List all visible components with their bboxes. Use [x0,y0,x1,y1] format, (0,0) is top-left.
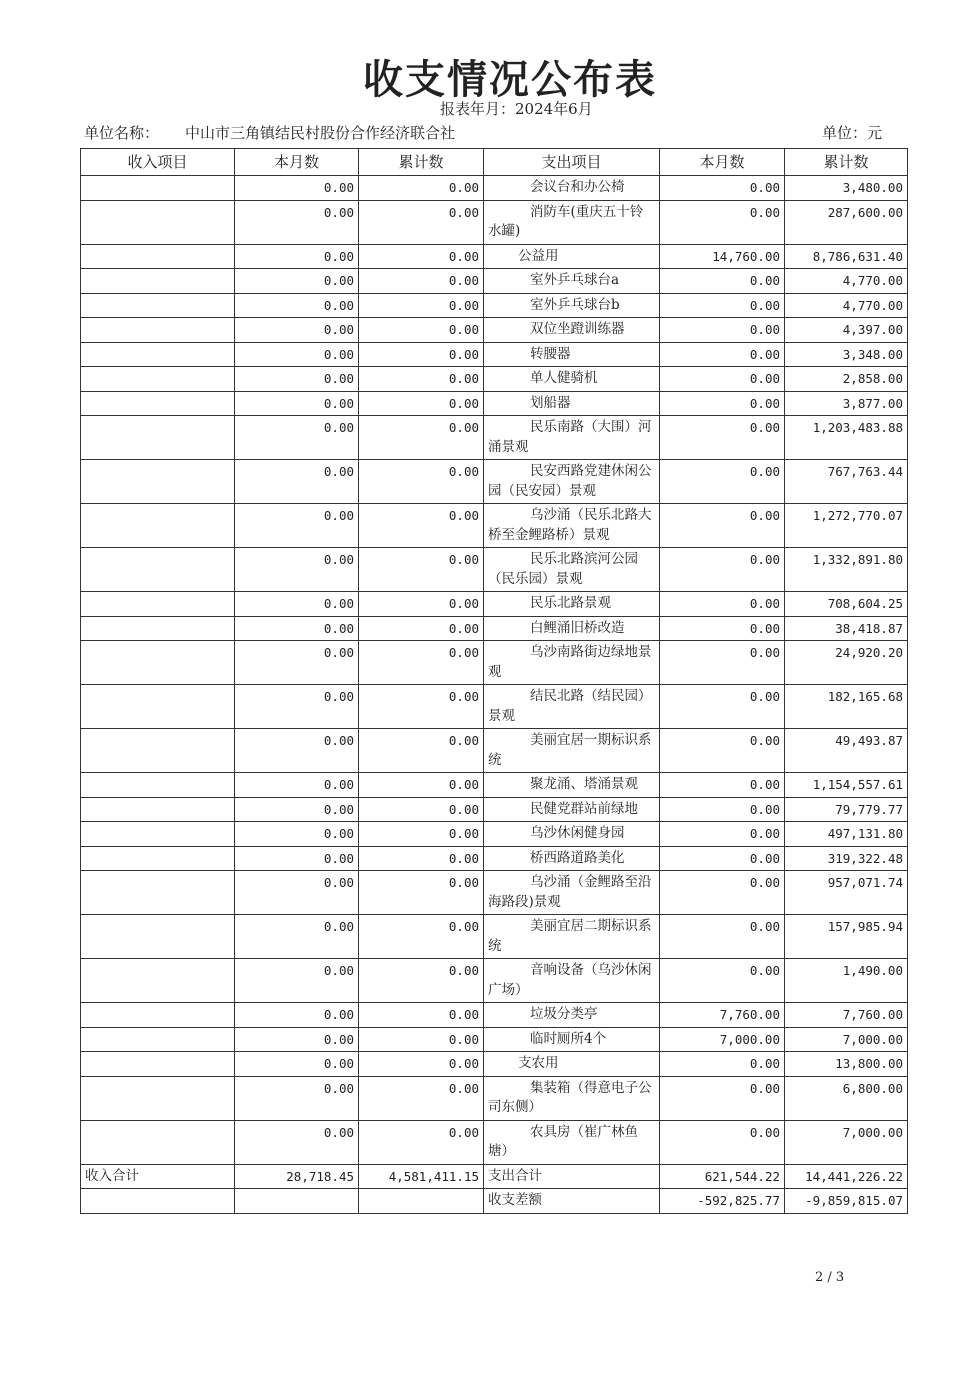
expense-total-cell: 319,322.48 [785,846,908,871]
income-item-cell [81,616,235,641]
income-total-cell: 0.00 [359,1003,484,1028]
income-total-cell: 0.00 [359,416,484,460]
expense-month-cell: 14,760.00 [660,244,785,269]
income-item-cell [81,176,235,201]
header-expense-total: 累计数 [785,149,908,176]
income-total-cell: 0.00 [359,269,484,294]
expense-item-cell: 桥西路道路美化 [484,846,660,871]
income-month-cell: 0.00 [235,1052,359,1077]
expense-item-cell: 民安西路党建休闲公园（民安园）景观 [484,460,660,504]
table-row [81,641,908,685]
income-total-cell: 0.00 [359,592,484,617]
expense-item-cell: 民健党群站前绿地 [484,797,660,822]
expense-month-cell: 0.00 [660,269,785,294]
income-item-cell [81,460,235,504]
income-month-cell: 0.00 [235,1027,359,1052]
table-row [81,822,908,847]
income-item-cell [81,1120,235,1164]
income-item-cell [81,797,235,822]
expense-month-cell: 0.00 [660,959,785,1003]
income-month-cell: 0.00 [235,269,359,294]
expense-item-cell: 单人健骑机 [484,367,660,392]
income-item-cell [81,846,235,871]
income-item-cell [81,548,235,592]
expense-total-cell: 182,165.68 [785,685,908,729]
income-month-cell: 0.00 [235,244,359,269]
income-total-cell: 0.00 [359,200,484,244]
income-item-cell [81,1003,235,1028]
expense-month-cell: 0.00 [660,318,785,343]
expense-month-cell: -592,825.77 [660,1189,785,1214]
income-total-cell: 0.00 [359,342,484,367]
income-item-cell [81,592,235,617]
income-total-cell: 0.00 [359,959,484,1003]
income-item-cell: 收入合计 [81,1164,235,1189]
expense-total-cell: 79,779.77 [785,797,908,822]
expense-item-cell: 民乐北路景观 [484,592,660,617]
expense-total-cell: -9,859,815.07 [785,1189,908,1214]
income-total-cell: 0.00 [359,367,484,392]
table-row [81,1076,908,1120]
table-row [81,592,908,617]
expense-month-cell: 0.00 [660,915,785,959]
expense-total-cell: 497,131.80 [785,822,908,847]
table-row [81,504,908,548]
expense-item-cell: 乌沙南路街边绿地景观 [484,641,660,685]
table-row [81,1003,908,1028]
expense-total-cell: 3,348.00 [785,342,908,367]
income-item-cell [81,871,235,915]
income-total-cell: 0.00 [359,1027,484,1052]
income-month-cell: 0.00 [235,773,359,798]
income-month-cell: 0.00 [235,915,359,959]
table-row [81,342,908,367]
expense-month-cell: 0.00 [660,592,785,617]
expense-month-cell: 0.00 [660,1120,785,1164]
income-month-cell: 0.00 [235,460,359,504]
income-item-cell [81,1076,235,1120]
expense-total-cell: 7,000.00 [785,1027,908,1052]
income-total-cell: 0.00 [359,685,484,729]
table-row [81,871,908,915]
table-row [81,1164,908,1189]
expense-total-cell: 767,763.44 [785,460,908,504]
income-item-cell [81,200,235,244]
income-item-cell [81,391,235,416]
currency-unit: 单位：元 [822,124,883,142]
expense-month-cell: 0.00 [660,1076,785,1120]
income-month-cell: 0.00 [235,200,359,244]
expense-total-cell: 8,786,631.40 [785,244,908,269]
header-income-total: 累计数 [359,149,484,176]
page-title: 收支情况公布表 [363,57,657,103]
table-header-row [81,149,908,176]
income-item-cell [81,1052,235,1077]
expense-item-cell: 垃圾分类亭 [484,1003,660,1028]
income-total-cell: 0.00 [359,846,484,871]
expense-item-cell: 音响设备（乌沙休闲广场） [484,959,660,1003]
income-total-cell: 0.00 [359,641,484,685]
expense-item-cell: 乌沙涌（民乐北路大桥至金鲤路桥）景观 [484,504,660,548]
expense-item-cell: 乌沙涌（金鲤路至沿海路段)景观 [484,871,660,915]
expense-item-cell: 结民北路（结民园）景观 [484,685,660,729]
expense-total-cell: 4,770.00 [785,293,908,318]
table-row [81,616,908,641]
expense-total-cell: 708,604.25 [785,592,908,617]
expense-total-cell: 3,480.00 [785,176,908,201]
expense-total-cell: 1,154,557.61 [785,773,908,798]
header-income-item: 收入项目 [81,149,235,176]
income-total-cell: 0.00 [359,1076,484,1120]
income-item-cell [81,1027,235,1052]
expense-total-cell: 7,760.00 [785,1003,908,1028]
expense-month-cell: 0.00 [660,871,785,915]
income-month-cell: 0.00 [235,871,359,915]
income-month-cell: 0.00 [235,846,359,871]
table-row [81,915,908,959]
income-total-cell: 0.00 [359,1052,484,1077]
income-month-cell: 0.00 [235,1120,359,1164]
report-period: 报表年月：2024年6月 [440,100,593,118]
income-month-cell: 0.00 [235,318,359,343]
expense-month-cell: 0.00 [660,846,785,871]
income-month-cell: 0.00 [235,729,359,773]
header-expense-month: 本月数 [660,149,785,176]
table-row [81,1120,908,1164]
income-month-cell: 0.00 [235,1003,359,1028]
income-month-cell: 0.00 [235,342,359,367]
expense-item-cell: 民乐北路滨河公园（民乐园）景观 [484,548,660,592]
expense-month-cell: 0.00 [660,176,785,201]
expense-item-cell: 白鲤涌旧桥改造 [484,616,660,641]
income-month-cell: 0.00 [235,641,359,685]
income-total-cell: 0.00 [359,548,484,592]
expense-month-cell: 0.00 [660,1052,785,1077]
table-row [81,367,908,392]
income-item-cell [81,729,235,773]
table-row [81,729,908,773]
expense-item-cell: 室外乒乓球台a [484,269,660,294]
income-total-cell: 0.00 [359,460,484,504]
income-item-cell [81,773,235,798]
expense-item-cell: 美丽宜居二期标识系统 [484,915,660,959]
expense-total-cell: 3,877.00 [785,391,908,416]
table-row [81,1052,908,1077]
income-item-cell [81,1189,235,1214]
table-row [81,244,908,269]
income-total-cell: 0.00 [359,1120,484,1164]
income-item-cell [81,641,235,685]
expense-item-cell: 美丽宜居一期标识系统 [484,729,660,773]
expense-item-cell: 消防车(重庆五十铃水罐) [484,200,660,244]
expense-month-cell: 0.00 [660,797,785,822]
expense-total-cell: 287,600.00 [785,200,908,244]
income-item-cell [81,244,235,269]
income-month-cell: 0.00 [235,391,359,416]
income-month-cell: 0.00 [235,797,359,822]
expense-month-cell: 0.00 [660,416,785,460]
expense-total-cell: 1,272,770.07 [785,504,908,548]
expense-month-cell: 0.00 [660,641,785,685]
income-month-cell: 0.00 [235,416,359,460]
income-total-cell: 0.00 [359,318,484,343]
expense-month-cell: 0.00 [660,367,785,392]
expense-total-cell: 49,493.87 [785,729,908,773]
income-month-cell: 0.00 [235,176,359,201]
table-row [81,846,908,871]
table-row [81,391,908,416]
expense-month-cell: 0.00 [660,616,785,641]
expense-total-cell: 4,397.00 [785,318,908,343]
expense-total-cell: 4,770.00 [785,269,908,294]
income-item-cell [81,269,235,294]
expense-item-cell: 农具房（崔广林鱼塘） [484,1120,660,1164]
table-row [81,797,908,822]
income-item-cell [81,915,235,959]
expense-item-cell: 聚龙涌、塔涌景观 [484,773,660,798]
income-month-cell: 0.00 [235,592,359,617]
expense-item-cell: 集装箱（得意电子公司东侧） [484,1076,660,1120]
expense-total-cell: 24,920.20 [785,641,908,685]
table-row [81,959,908,1003]
income-total-cell: 0.00 [359,176,484,201]
expense-item-cell: 转腰器 [484,342,660,367]
expense-month-cell: 621,544.22 [660,1164,785,1189]
expense-total-cell: 1,490.00 [785,959,908,1003]
income-month-cell: 0.00 [235,293,359,318]
expense-item-cell: 支农用 [484,1052,660,1077]
income-item-cell [81,504,235,548]
expense-month-cell: 0.00 [660,200,785,244]
expense-month-cell: 7,000.00 [660,1027,785,1052]
page-number: 2 / 3 [815,1270,845,1285]
table-row [81,200,908,244]
income-item-cell [81,959,235,1003]
income-total-cell: 0.00 [359,616,484,641]
expense-month-cell: 0.00 [660,293,785,318]
table-row [81,318,908,343]
income-total-cell: 0.00 [359,391,484,416]
header-expense-item: 支出项目 [484,149,660,176]
expense-total-cell: 2,858.00 [785,367,908,392]
unit-name-line [84,122,455,143]
unit-name-label: 单位名称： [84,124,160,142]
income-month-cell: 0.00 [235,685,359,729]
expense-month-cell: 0.00 [660,391,785,416]
expense-month-cell: 0.00 [660,773,785,798]
income-month-cell: 0.00 [235,548,359,592]
income-item-cell [81,293,235,318]
expense-month-cell: 7,760.00 [660,1003,785,1028]
expense-month-cell: 0.00 [660,342,785,367]
expense-item-cell: 公益用 [484,244,660,269]
table-row [81,1189,908,1214]
table-row [81,293,908,318]
income-month-cell: 0.00 [235,616,359,641]
expense-item-cell: 民乐南路（大围）河涌景观 [484,416,660,460]
expense-item-cell: 室外乒乓球台b [484,293,660,318]
table-row [81,460,908,504]
income-month-cell [235,1189,359,1214]
expense-total-cell: 1,332,891.80 [785,548,908,592]
income-item-cell [81,318,235,343]
table-row [81,269,908,294]
income-total-cell: 0.00 [359,504,484,548]
expense-item-cell: 收支差额 [484,1189,660,1214]
income-total-cell [359,1189,484,1214]
expense-item-cell: 划船器 [484,391,660,416]
income-item-cell [81,367,235,392]
expense-month-cell: 0.00 [660,729,785,773]
income-total-cell: 0.00 [359,822,484,847]
income-total-cell: 4,581,411.15 [359,1164,484,1189]
income-total-cell: 0.00 [359,773,484,798]
expense-item-cell: 乌沙休闲健身园 [484,822,660,847]
income-month-cell: 28,718.45 [235,1164,359,1189]
table-row [81,176,908,201]
table-row [81,1027,908,1052]
unit-name-value: 中山市三角镇结民村股份合作经济联合社 [185,124,456,142]
expense-item-cell: 临时厕所4个 [484,1027,660,1052]
expense-month-cell: 0.00 [660,822,785,847]
income-total-cell: 0.00 [359,244,484,269]
expense-item-cell: 会议台和办公椅 [484,176,660,201]
income-item-cell [81,342,235,367]
expense-total-cell: 157,985.94 [785,915,908,959]
income-month-cell: 0.00 [235,504,359,548]
income-item-cell [81,416,235,460]
income-total-cell: 0.00 [359,797,484,822]
expense-month-cell: 0.00 [660,504,785,548]
expense-total-cell: 13,800.00 [785,1052,908,1077]
income-month-cell: 0.00 [235,367,359,392]
income-item-cell [81,822,235,847]
expense-total-cell: 1,203,483.88 [785,416,908,460]
table-row [81,773,908,798]
expense-total-cell: 6,800.00 [785,1076,908,1120]
expense-total-cell: 957,071.74 [785,871,908,915]
income-month-cell: 0.00 [235,1076,359,1120]
header-income-month: 本月数 [235,149,359,176]
expense-total-cell: 38,418.87 [785,616,908,641]
expense-total-cell: 14,441,226.22 [785,1164,908,1189]
income-total-cell: 0.00 [359,915,484,959]
ledger-body [81,176,908,1214]
expense-item-cell: 支出合计 [484,1164,660,1189]
table-row [81,548,908,592]
income-total-cell: 0.00 [359,293,484,318]
expense-month-cell: 0.00 [660,460,785,504]
income-month-cell: 0.00 [235,959,359,1003]
expense-item-cell: 双位坐蹬训练器 [484,318,660,343]
ledger-table [80,148,908,1214]
income-total-cell: 0.00 [359,729,484,773]
income-item-cell [81,685,235,729]
expense-month-cell: 0.00 [660,548,785,592]
income-total-cell: 0.00 [359,871,484,915]
income-month-cell: 0.00 [235,822,359,847]
table-row [81,416,908,460]
expense-month-cell: 0.00 [660,685,785,729]
table-row [81,685,908,729]
expense-total-cell: 7,000.00 [785,1120,908,1164]
